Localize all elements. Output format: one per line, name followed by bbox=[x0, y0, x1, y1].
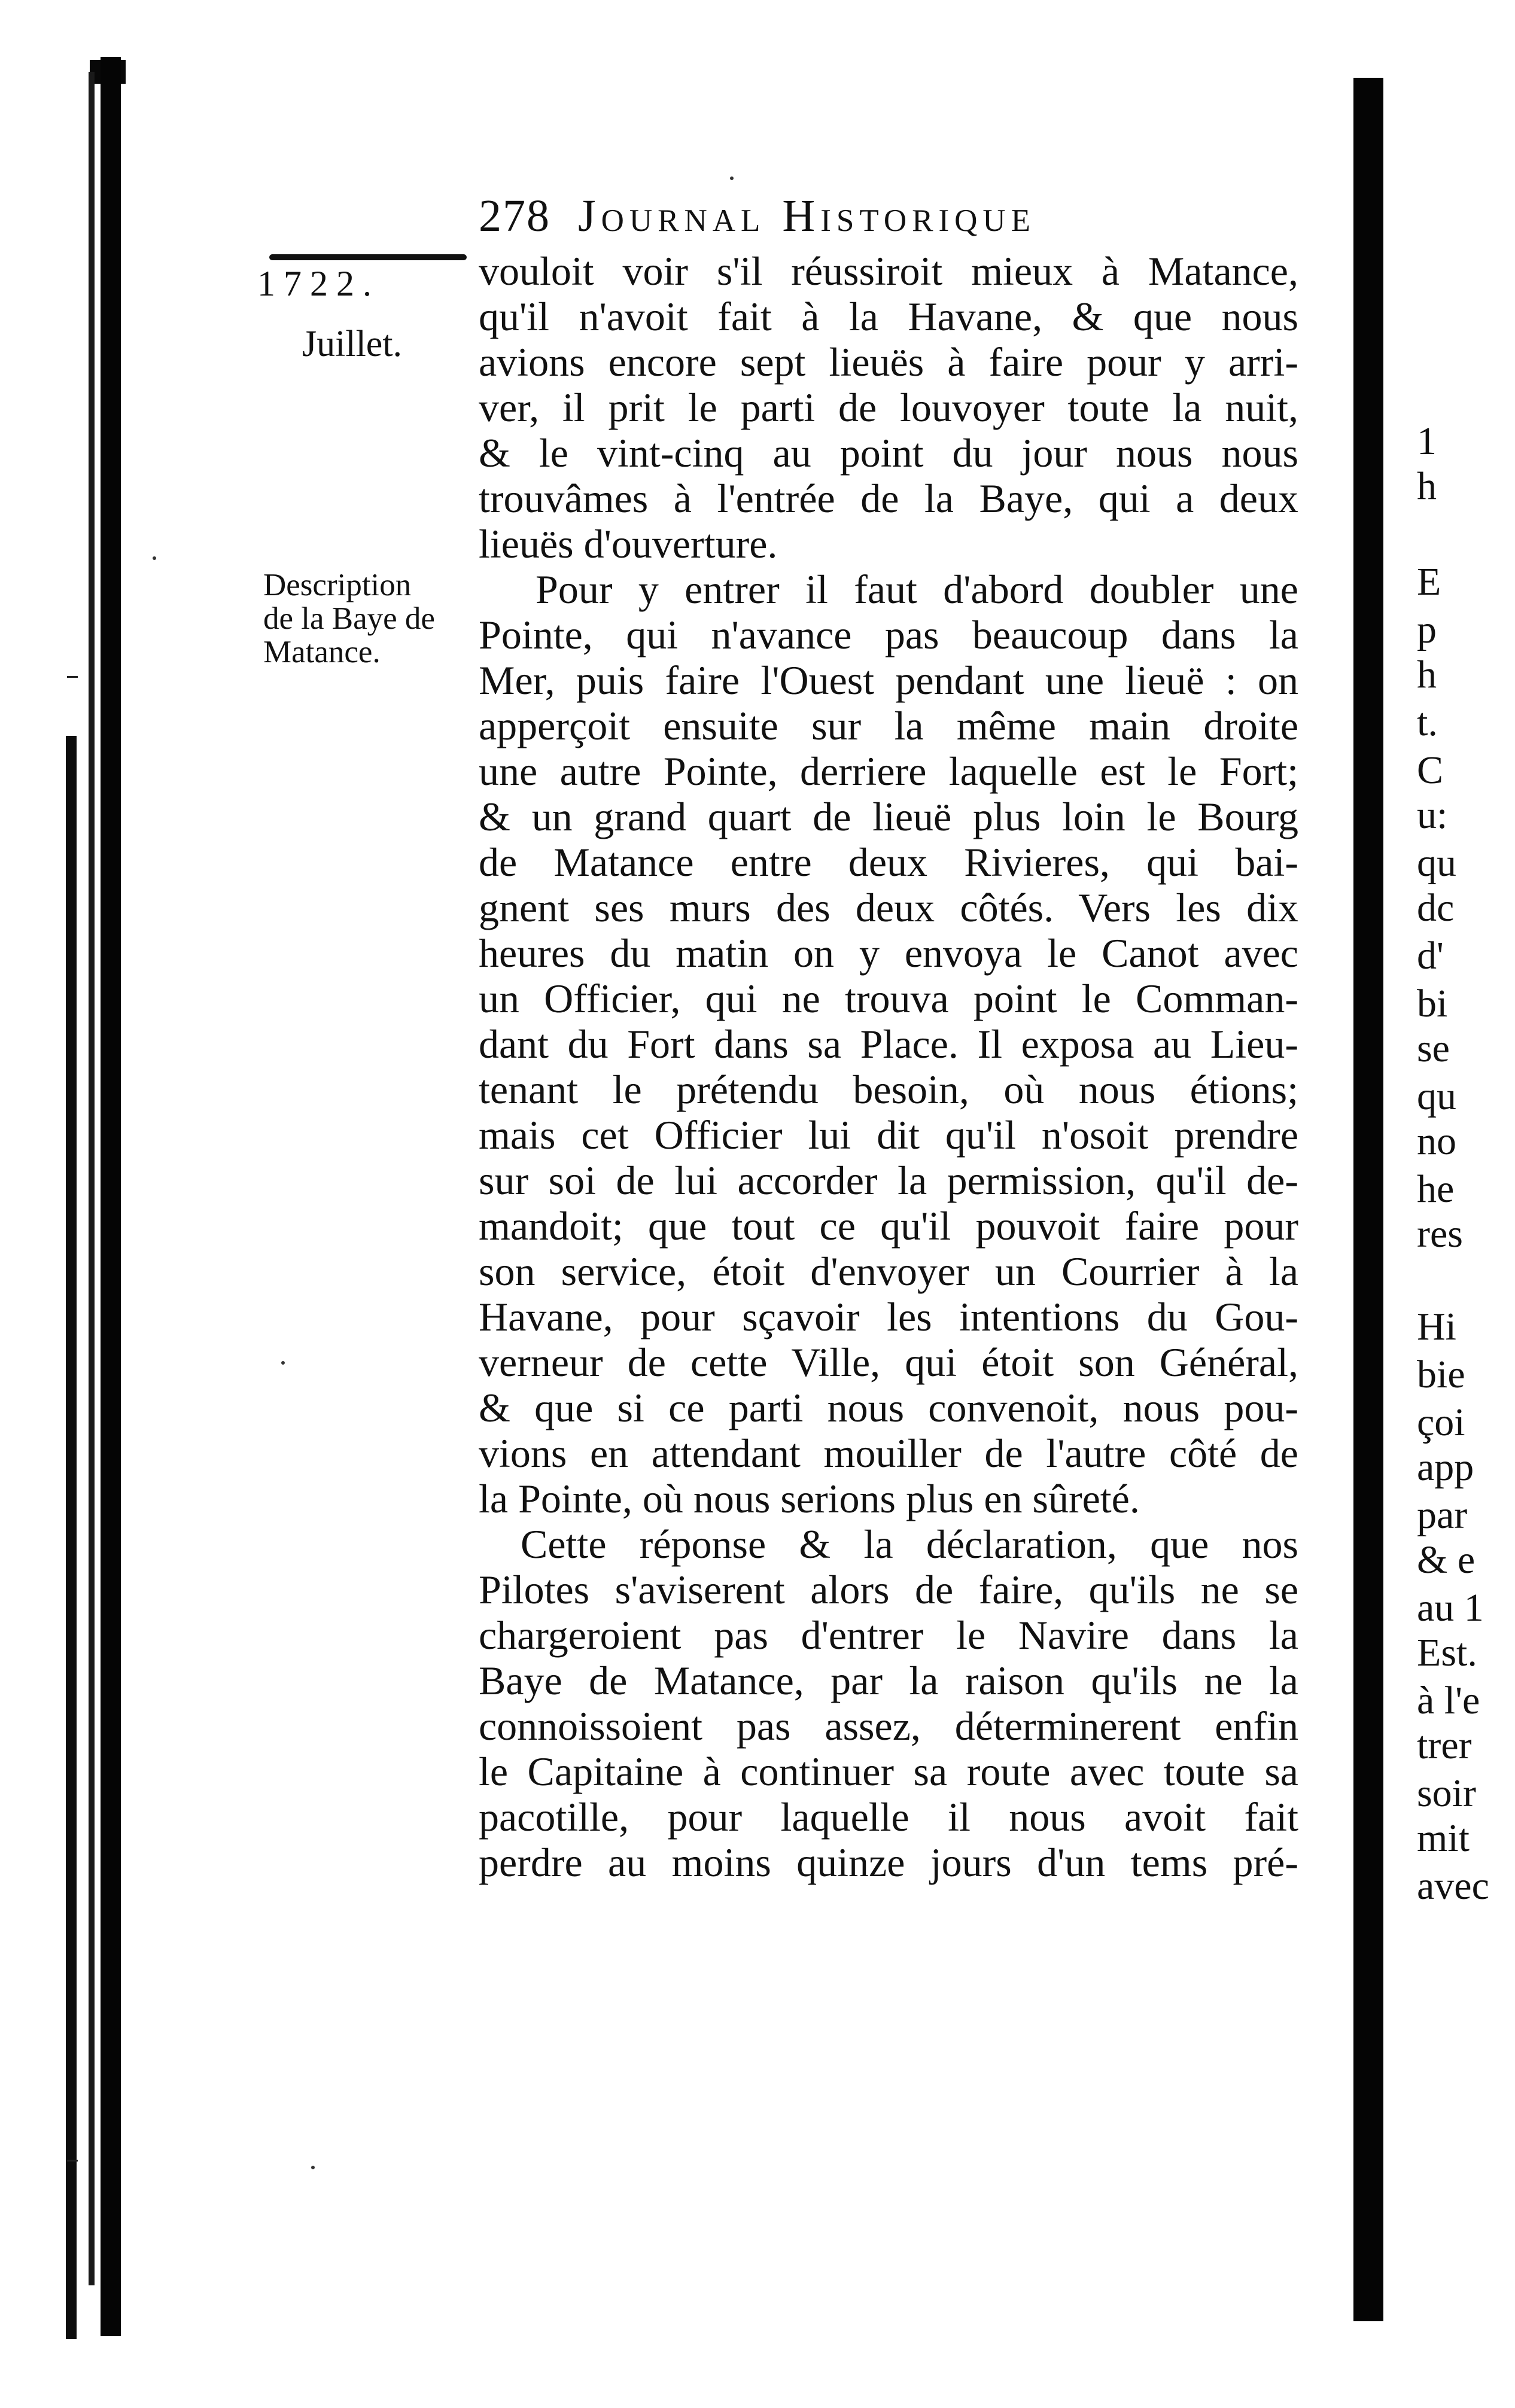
facing-line: qu bbox=[1417, 841, 1456, 885]
text-line: la Pointe, où nous serions plus en sûreté. bbox=[479, 1476, 1140, 1521]
facing-line: par bbox=[1417, 1493, 1468, 1537]
facing-line: he bbox=[1417, 1167, 1455, 1211]
text-line: vouloit voir s'il réussiroit mieux à Matance, bbox=[479, 248, 1298, 294]
facing-line: soir bbox=[1417, 1771, 1476, 1815]
facing-line: çoi bbox=[1417, 1401, 1465, 1444]
text-line: un Officier, qui ne trouva point le Comman- bbox=[479, 976, 1298, 1021]
facing-line: h bbox=[1417, 464, 1437, 508]
ink-speck bbox=[311, 2166, 315, 2169]
ink-speck bbox=[153, 556, 156, 560]
text-line: son service, étoit d'envoyer un Courrier à la bbox=[479, 1249, 1298, 1294]
facing-line: app bbox=[1417, 1445, 1474, 1489]
facing-line: à l'e bbox=[1417, 1679, 1480, 1722]
text-line: de Matance entre deux Rivieres, qui bai- bbox=[479, 839, 1298, 885]
text-line: avions encore sept lieuës à faire pour y arri- bbox=[479, 339, 1298, 385]
text-line: une autre Pointe, derriere laquelle est le Fort; bbox=[479, 748, 1298, 794]
facing-line: au 1 bbox=[1417, 1586, 1484, 1630]
facing-line: d' bbox=[1417, 934, 1444, 978]
margin-note-line: Description bbox=[263, 568, 412, 602]
text-line: vions en attendant mouiller de l'autre côté de bbox=[479, 1430, 1298, 1476]
facing-line: p bbox=[1417, 608, 1437, 652]
facing-line: no bbox=[1417, 1119, 1456, 1163]
facing-line: u: bbox=[1417, 793, 1448, 837]
margin-year: 1722. bbox=[257, 264, 380, 303]
text-line: connoissoient pas assez, déterminerent enfin bbox=[479, 1703, 1298, 1749]
text-line: & le vint-cinq au point du jour nous nous bbox=[479, 430, 1298, 476]
binding-shadow-outer bbox=[66, 736, 77, 2339]
binding-shadow-inner bbox=[89, 72, 95, 2285]
ink-speck bbox=[730, 176, 734, 180]
text-line: pacotille, pour laquelle il nous avoit fait bbox=[479, 1794, 1298, 1840]
gutter-tick bbox=[67, 676, 78, 678]
text-line: gnent ses murs des deux côtés. Vers les dix bbox=[479, 885, 1298, 930]
facing-line: E bbox=[1417, 560, 1441, 604]
paragraph-first-line: Cette réponse & la déclaration, que nos bbox=[521, 1521, 1298, 1567]
margin-rule bbox=[269, 254, 467, 260]
facing-line: trer bbox=[1417, 1724, 1472, 1767]
facing-line: bie bbox=[1417, 1353, 1465, 1396]
facing-line: C bbox=[1417, 748, 1444, 792]
margin-note-line: de la Baye de bbox=[263, 601, 435, 636]
text-line: Havane, pour sçavoir les intentions du Gou- bbox=[479, 1294, 1298, 1340]
facing-line: mit bbox=[1417, 1816, 1470, 1860]
text-line: apperçoit ensuite sur la même main droite bbox=[479, 703, 1298, 748]
text-line: mandoit; que tout ce qu'il pouvoit faire pour bbox=[479, 1203, 1298, 1249]
page-number: 278 bbox=[479, 191, 550, 241]
text-line: Pilotes s'aviserent alors de faire, qu'ils ne se bbox=[479, 1567, 1298, 1612]
text-line: dant du Fort dans sa Place. Il exposa au Lieu- bbox=[479, 1021, 1298, 1067]
gutter-tick bbox=[67, 2160, 78, 2162]
text-line: verneur de cette Ville, qui étoit son Général, bbox=[479, 1340, 1298, 1385]
binding-shadow-right bbox=[1353, 78, 1383, 2321]
text-line: tenant le prétendu besoin, où nous étions; bbox=[479, 1067, 1298, 1112]
paragraph-first-line: Pour y entrer il faut d'abord doubler une bbox=[536, 567, 1298, 612]
text-line: lieuës d'ouverture. bbox=[479, 521, 778, 567]
text-line: ver, il prit le parti de louvoyer toute la nuit, bbox=[479, 385, 1298, 430]
text-line: Pointe, qui n'avance pas beaucoup dans la bbox=[479, 612, 1298, 657]
ink-speck bbox=[281, 1361, 285, 1365]
text-line: & un grand quart de lieuë plus loin le Bourg bbox=[479, 794, 1298, 839]
text-line: heures du matin on y envoya le Canot avec bbox=[479, 930, 1298, 976]
text-line: Baye de Matance, par la raison qu'ils ne la bbox=[479, 1658, 1298, 1703]
facing-line: Hi bbox=[1417, 1305, 1456, 1348]
margin-note bbox=[263, 568, 435, 669]
facing-line: h bbox=[1417, 653, 1437, 696]
text-line: perdre au moins quinze jours d'un tems pré- bbox=[479, 1840, 1298, 1885]
text-line: Mer, puis faire l'Ouest pendant une lieuë : on bbox=[479, 657, 1298, 703]
running-title: Journal Historique bbox=[578, 191, 1036, 241]
facing-page-fragment bbox=[1417, 251, 1515, 2255]
facing-line: qu bbox=[1417, 1074, 1456, 1118]
facing-line: bi bbox=[1417, 982, 1448, 1025]
facing-line: 1 bbox=[1417, 419, 1437, 463]
facing-line: avec bbox=[1417, 1864, 1489, 1908]
running-header bbox=[479, 190, 1274, 250]
text-line: chargeroient pas d'entrer le Navire dans la bbox=[479, 1612, 1298, 1658]
text-line: & que si ce parti nous convenoit, nous pou- bbox=[479, 1385, 1298, 1430]
body-text bbox=[479, 248, 1298, 1885]
facing-line: se bbox=[1417, 1027, 1450, 1070]
text-line: mais cet Officier lui dit qu'il n'osoit prendre bbox=[479, 1112, 1298, 1158]
margin-month: Juillet. bbox=[302, 324, 403, 364]
facing-line: dc bbox=[1417, 886, 1455, 930]
margin-note-line: Matance. bbox=[263, 635, 381, 669]
text-line: le Capitaine à continuer sa route avec toute sa bbox=[479, 1749, 1298, 1794]
text-line: trouvâmes à l'entrée de la Baye, qui a deux bbox=[479, 476, 1298, 521]
text-line: qu'il n'avoit fait à la Havane, & que nous bbox=[479, 294, 1298, 339]
text-line: sur soi de lui accorder la permission, qu'il de- bbox=[479, 1158, 1298, 1203]
binding-shadow-left bbox=[101, 57, 121, 2336]
facing-line: res bbox=[1417, 1212, 1463, 1256]
facing-line: & e bbox=[1417, 1538, 1476, 1582]
facing-line: Est. bbox=[1417, 1631, 1477, 1675]
facing-line: t. bbox=[1417, 701, 1438, 744]
